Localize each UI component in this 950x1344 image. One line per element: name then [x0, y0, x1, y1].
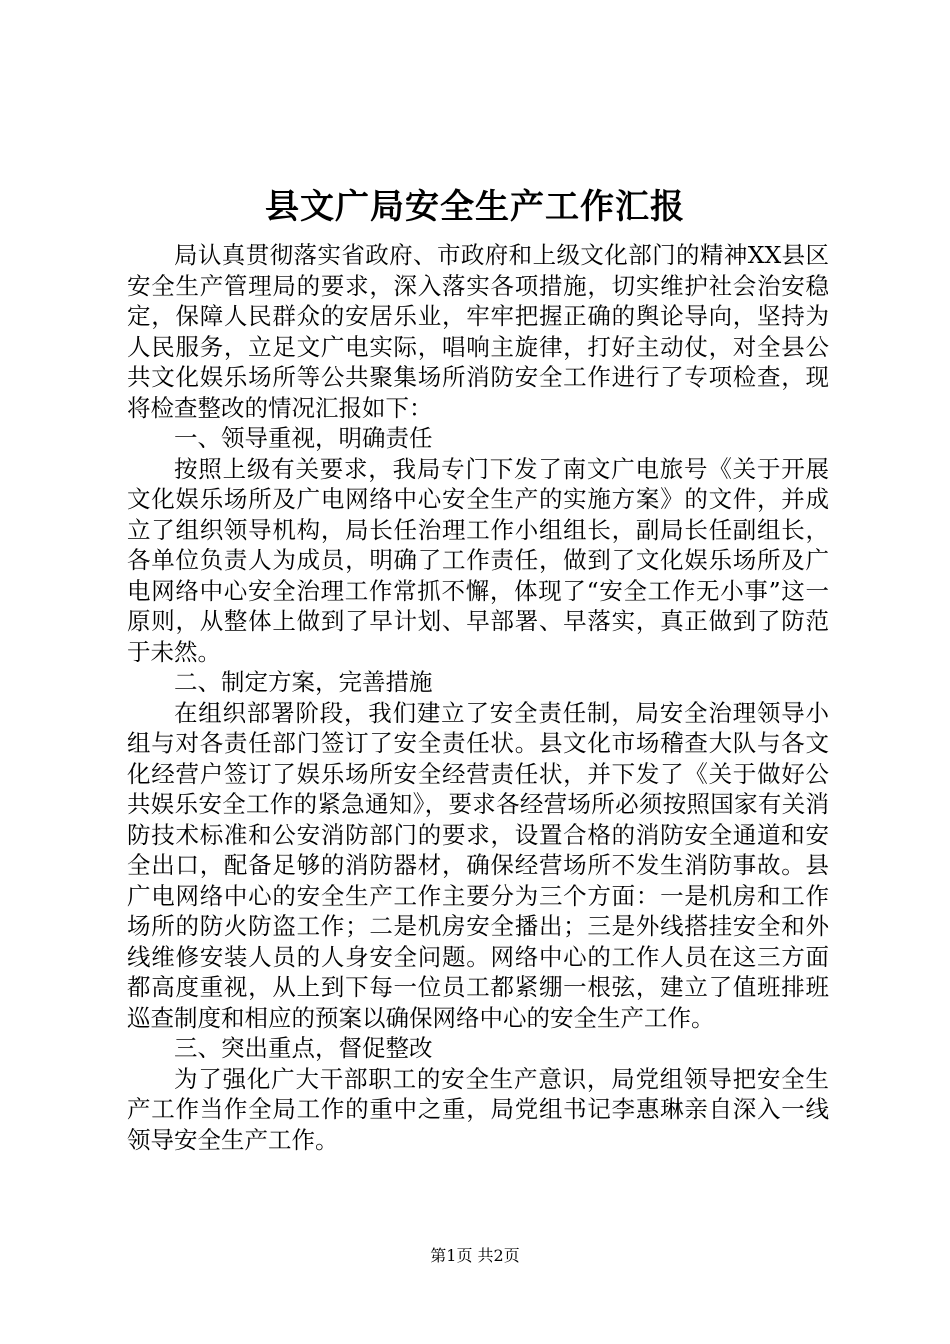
- section-paragraph-1: 按照上级有关要求，我局专门下发了南文广电旅号《关于开展文化娱乐场所及广电网络中心安全生产的实施方案》的文件，并成立了组织领导机构，局长任治理工作小组组长，副局长任副组长，各单位负责人为成员，明确了工作责任，做到了文化娱乐场所及广电网络中心安全治理工作常抓不懈，体现了“安全工作无小事”这一原则，从整体上做到了早计划、早部署、早落实，真正做到了防范于未然。: [127, 454, 829, 666]
- section-heading-3: 三、突出重点，督促整改: [174, 1034, 433, 1062]
- page-number-footer: 第1页 共2页: [430, 1246, 520, 1265]
- document-body: [127, 240, 829, 1155]
- section-paragraph-3: 为了强化广大干部职工的安全生产意识，局党组领导把安全生产工作当作全局工作的重中之重，局党组书记李惠琳亲自深入一线领导安全生产工作。: [127, 1064, 829, 1154]
- section-heading-2: 二、制定方案，完善措施: [174, 668, 433, 696]
- section-heading-1: 一、领导重视，明确责任: [174, 424, 433, 452]
- section-paragraph-2: 在组织部署阶段，我们建立了安全责任制，局安全治理领导小组与对各责任部门签订了安全责任状。县文化市场稽查大队与各文化经营户签订了娱乐场所安全经营责任状，并下发了《关于做好公共娱乐安全工作的紧急通知》，要求各经营场所必须按照国家有关消防技术标准和公安消防部门的要求，设置合格的消防安全通道和安全出口，配备足够的消防器材，确保经营场所不发生消防事故。县广电网络中心的安全生产工作主要分为三个方面：一是机房和工作场所的防火防盗工作；二是机房安全播出；三是外线搭挂安全和外线维修安装人员的人身安全问题。网络中心的工作人员在这三方面都高度重视，从上到下每一位员工都紧绷一根弦，建立了值班排班巡查制度和相应的预案以确保网络中心的安全生产工作。: [127, 698, 829, 1032]
- document-title: 县文广局安全生产工作汇报: [265, 187, 685, 227]
- intro-paragraph: 局认真贯彻落实省政府、市政府和上级文化部门的精神XX县区安全生产管理局的要求，深入落实各项措施，切实维护社会治安稳定，保障人民群众的安居乐业，牢牢把握正确的舆论导向，坚持为人民服务，立足文广电实际，唱响主旋律，打好主动仗，对全县公共文化娱乐场所等公共聚集场所消防安全工作进行了专项检查，现将检查整改的情况汇报如下：: [127, 241, 829, 422]
